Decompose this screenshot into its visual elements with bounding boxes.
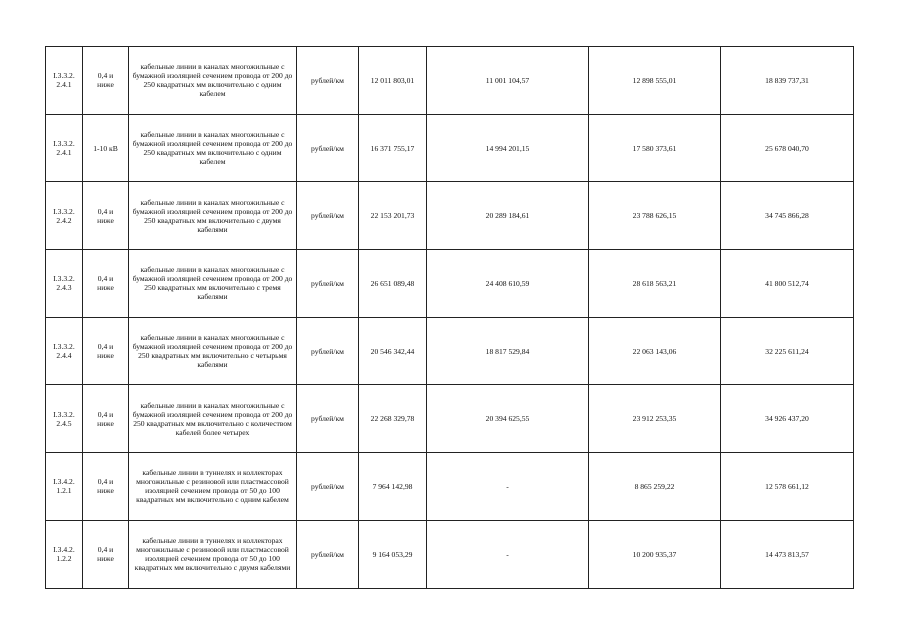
row-value-3: 12 898 555,01 [589, 47, 721, 115]
row-unit: рублей/км [297, 317, 359, 385]
row-voltage: 0,4 и ниже [83, 453, 129, 521]
table-row [46, 385, 854, 453]
row-code: I.3.3.2. 2.4.2 [46, 182, 83, 250]
table-body [46, 47, 854, 589]
row-value-4: 32 225 611,24 [721, 317, 854, 385]
row-description: кабельные линии в каналах многожильные с бумажной изоляцией сечением провода от 200 до 250 квадратных мм включительно с двумя кабелями [129, 182, 297, 250]
row-code: I.3.4.2. 1.2.1 [46, 453, 83, 521]
row-value-2: 20 394 625,55 [427, 385, 589, 453]
row-value-4: 25 678 040,70 [721, 114, 854, 182]
row-voltage: 0,4 и ниже [83, 182, 129, 250]
table-row [46, 250, 854, 318]
row-code: I.3.3.2. 2.4.3 [46, 250, 83, 318]
table-row [46, 317, 854, 385]
row-voltage: 0,4 и ниже [83, 250, 129, 318]
row-value-4: 41 800 512,74 [721, 250, 854, 318]
rates-table [45, 46, 854, 589]
row-description: кабельные линии в туннелях и коллекторах многожильные с резиновой или пластмассовой изоляцией сечением провода от 50 до 100 квадратных мм включительно с одним кабелем [129, 453, 297, 521]
row-unit: рублей/км [297, 520, 359, 588]
table-row [46, 453, 854, 521]
row-value-2: 14 994 201,15 [427, 114, 589, 182]
row-unit: рублей/км [297, 47, 359, 115]
row-value-1: 26 651 089,48 [359, 250, 427, 318]
row-value-4: 14 473 813,57 [721, 520, 854, 588]
row-value-4: 34 745 866,28 [721, 182, 854, 250]
row-voltage: 0,4 и ниже [83, 47, 129, 115]
row-value-1: 16 371 755,17 [359, 114, 427, 182]
row-value-1: 12 011 803,01 [359, 47, 427, 115]
row-description: кабельные линии в каналах многожильные с бумажной изоляцией сечением провода от 200 до 250 квадратных мм включительно с количеством кабелей более четырех [129, 385, 297, 453]
table-row [46, 114, 854, 182]
row-voltage: 0,4 и ниже [83, 385, 129, 453]
row-description: кабельные линии в каналах многожильные с бумажной изоляцией сечением провода от 200 до 250 квадратных мм включительно с тремя кабелями [129, 250, 297, 318]
row-value-3: 10 200 935,37 [589, 520, 721, 588]
row-unit: рублей/км [297, 182, 359, 250]
row-description: кабельные линии в туннелях и коллекторах многожильные с резиновой или пластмассовой изоляцией сечением провода от 50 до 100 квадратных мм включительно с двумя кабелями [129, 520, 297, 588]
row-description: кабельные линии в каналах многожильные с бумажной изоляцией сечением провода от 200 до 250 квадратных мм включительно с четырьмя кабелями [129, 317, 297, 385]
row-unit: рублей/км [297, 114, 359, 182]
row-code: I.3.3.2. 2.4.1 [46, 47, 83, 115]
row-value-2: - [427, 520, 589, 588]
row-value-3: 17 580 373,61 [589, 114, 721, 182]
row-code: I.3.3.2. 2.4.4 [46, 317, 83, 385]
row-value-3: 8 865 259,22 [589, 453, 721, 521]
row-description: кабельные линии в каналах многожильные с бумажной изоляцией сечением провода от 200 до 250 квадратных мм включительно с одним кабелем [129, 47, 297, 115]
row-value-3: 23 788 626,15 [589, 182, 721, 250]
row-value-3: 23 912 253,35 [589, 385, 721, 453]
row-value-1: 22 268 329,78 [359, 385, 427, 453]
row-value-4: 18 839 737,31 [721, 47, 854, 115]
table-row [46, 520, 854, 588]
row-value-1: 22 153 201,73 [359, 182, 427, 250]
row-unit: рублей/км [297, 385, 359, 453]
row-code: I.3.3.2. 2.4.5 [46, 385, 83, 453]
row-value-2: - [427, 453, 589, 521]
row-value-1: 7 964 142,98 [359, 453, 427, 521]
row-code: I.3.4.2. 1.2.2 [46, 520, 83, 588]
row-value-3: 22 063 143,06 [589, 317, 721, 385]
row-unit: рублей/км [297, 250, 359, 318]
row-value-2: 18 817 529,84 [427, 317, 589, 385]
row-value-4: 12 578 661,12 [721, 453, 854, 521]
row-value-2: 24 408 610,59 [427, 250, 589, 318]
row-value-2: 20 289 184,61 [427, 182, 589, 250]
row-value-2: 11 001 104,57 [427, 47, 589, 115]
row-voltage: 0,4 и ниже [83, 520, 129, 588]
row-value-4: 34 926 437,20 [721, 385, 854, 453]
row-unit: рублей/км [297, 453, 359, 521]
row-voltage: 0,4 и ниже [83, 317, 129, 385]
row-code: I.3.3.2. 2.4.1 [46, 114, 83, 182]
table-row [46, 182, 854, 250]
row-value-3: 28 618 563,21 [589, 250, 721, 318]
row-description: кабельные линии в каналах многожильные с бумажной изоляцией сечением провода от 200 до 250 квадратных мм включительно с одним кабелем [129, 114, 297, 182]
row-voltage: 1-10 кВ [83, 114, 129, 182]
row-value-1: 20 546 342,44 [359, 317, 427, 385]
table-row [46, 47, 854, 115]
row-value-1: 9 164 053,29 [359, 520, 427, 588]
